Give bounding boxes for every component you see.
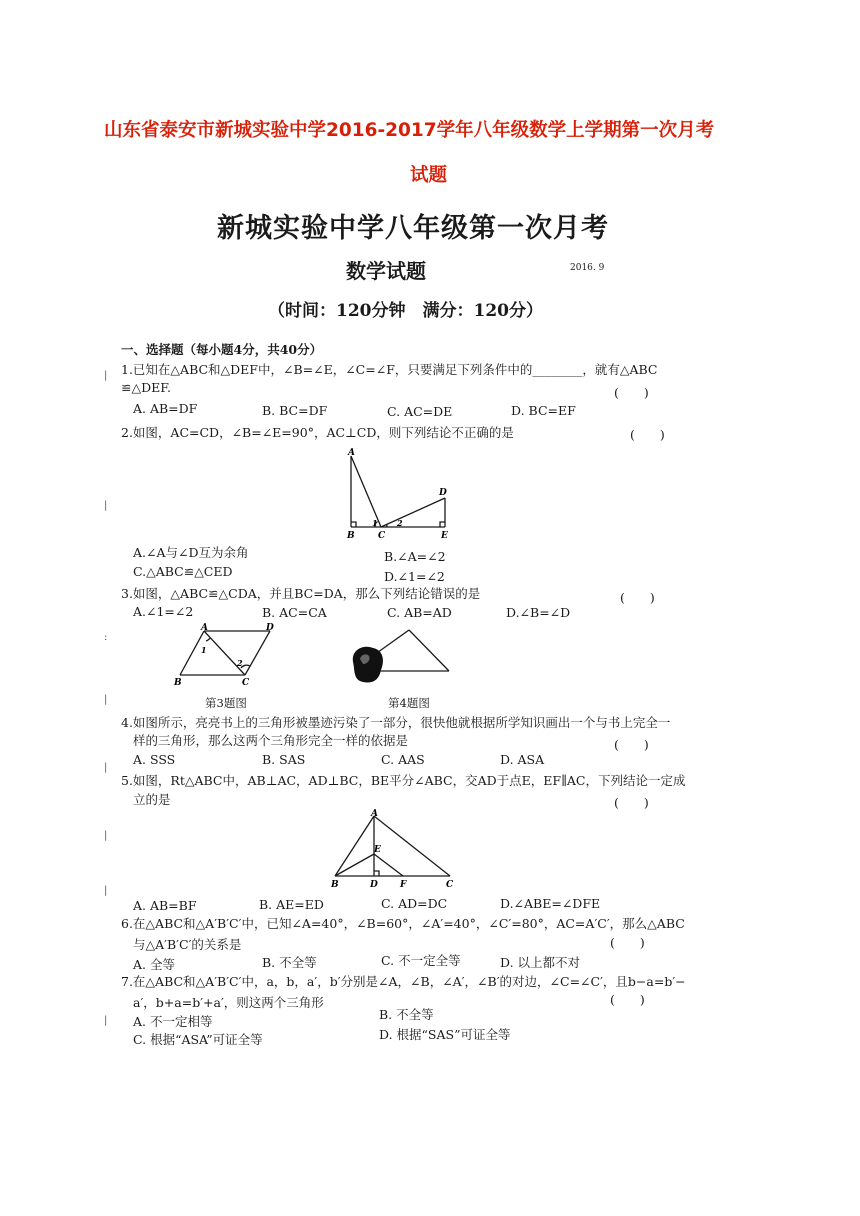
point-label-c: C (446, 880, 454, 890)
answer-blank: ( ) (610, 935, 645, 950)
question-3-line1: 3.如图，△ABC≌△CDA，并且BC=DA，那么下列结论错误的是 (121, 586, 481, 601)
point-label-a: A (348, 448, 355, 458)
exam-date: 2016. 9 (570, 263, 605, 273)
answer-blank: ( ) (620, 590, 655, 605)
document-title-line2: 试题 (410, 165, 448, 186)
figure-caption-q3: 第3题图 (205, 696, 247, 710)
exam-time-info: （时间：120分钟 满分：120分） (268, 301, 543, 321)
option-d: D. ASA (500, 752, 545, 767)
option-c: C. 不一定全等 (381, 953, 461, 968)
point-label-f: F (400, 880, 407, 890)
margin-mark: | (104, 885, 108, 896)
option-a: A. AB=BF (133, 898, 197, 913)
figure-q2 (335, 446, 465, 541)
option-a: A.∠1=∠2 (133, 604, 194, 619)
point-label-b: B (174, 678, 182, 688)
angle-label-1: 1 (372, 518, 378, 528)
question-2-line1: 2.如图，AC=CD，∠B=∠E=90°，AC⊥CD，则下列结论不正确的是 (121, 425, 514, 440)
option-b: B. SAS (262, 752, 306, 767)
point-label-c: C (242, 678, 250, 688)
question-4-line2: 样的三角形，那么这两个三角形完全一样的依据是 (133, 733, 409, 748)
angle-label-1: 1 (201, 645, 207, 655)
option-d: D. 以上都不对 (500, 955, 581, 970)
option-d: D.∠1=∠2 (384, 569, 445, 584)
margin-mark: | (104, 1015, 108, 1026)
question-4-line1: 4.如图所示，亮亮书上的三角形被墨迹污染了一部分，很快他就根据所学知识画出一个与书上完全一 (121, 715, 671, 730)
angle-label-2: 2 (237, 658, 243, 668)
option-b: B. AC=CA (262, 605, 327, 620)
point-label-b: B (331, 880, 339, 890)
figure-q5 (325, 808, 460, 890)
option-a: A. SSS (133, 752, 176, 767)
question-7-line2: a′，b+a=b′+a′，则这两个三角形 (133, 995, 324, 1010)
answer-blank: ( ) (614, 385, 649, 400)
figure-q3 (170, 622, 285, 688)
option-a: A.∠A与∠D互为余角 (133, 545, 249, 560)
question-5-line2: 立的是 (133, 792, 171, 807)
option-b: B. AE=ED (259, 897, 324, 912)
option-b: B. BC=DF (262, 403, 328, 418)
exam-title: 新城实验中学八年级第一次月考 (217, 213, 609, 244)
option-d: D.∠ABE=∠DFE (500, 896, 601, 911)
section-heading: 一、选择题（每小题4分，共40分） (121, 342, 323, 357)
point-label-e: E (374, 845, 381, 855)
option-d: D. BC=EF (511, 403, 576, 418)
ink-blot (353, 647, 383, 683)
question-1-line2: ≌△DEF. (121, 380, 171, 395)
option-b: B.∠A=∠2 (384, 549, 446, 564)
option-a: A. 全等 (133, 957, 175, 972)
margin-mark: | (104, 694, 108, 705)
option-d: D.∠B=∠D (506, 605, 571, 620)
option-d: D. 根据“SAS”可证全等 (379, 1027, 511, 1042)
option-c: C. AD=DC (381, 896, 448, 911)
answer-blank: ( ) (630, 427, 665, 442)
point-label-a: A (371, 809, 378, 819)
point-label-d: D (266, 623, 274, 633)
point-label-e: E (441, 531, 448, 541)
question-6-line1: 6.在△ABC和△A′B′C′中，已知∠A=40°，∠B=60°，∠A′=40°，∠C′=80°，AC=A′C′，那么△ABC (121, 916, 685, 931)
point-label-b: B (347, 531, 355, 541)
margin-mark: | (104, 762, 108, 773)
figure-caption-q4: 第4题图 (388, 696, 430, 710)
point-label-c: C (378, 531, 386, 541)
option-a: A. AB=DF (133, 401, 198, 416)
point-label-a: A (201, 623, 208, 633)
option-c: C. 根据“ASA”可证全等 (133, 1032, 263, 1047)
margin-mark: | (104, 830, 108, 841)
exam-subtitle: 数学试题 (346, 259, 426, 283)
option-c: C. AC=DE (387, 404, 453, 419)
answer-blank: ( ) (610, 992, 645, 1007)
document-title-line1: 山东省泰安市新城实验中学2016-2017学年八年级数学上学期第一次月考 (104, 120, 715, 141)
margin-mark: | (104, 370, 108, 381)
angle-label-2: 2 (397, 518, 403, 528)
point-label-d: D (439, 488, 447, 498)
option-b: B. 不全等 (379, 1007, 434, 1022)
option-c: C. AB=AD (387, 605, 452, 620)
question-5-line1: 5.如图，Rt△ABC中，AB⊥AC，AD⊥BC，BE平分∠ABC，交AD于点E，EF∥AC，下列结论一定成 (121, 773, 686, 788)
question-1-line1: 1.已知在△ABC和△DEF中，∠B=∠E，∠C=∠F，只要满足下列条件中的________，就有△ABC (121, 362, 658, 377)
margin-mark: : (104, 632, 108, 643)
option-b: B. 不全等 (262, 955, 317, 970)
option-c: C. AAS (381, 752, 425, 767)
figure-q4 (345, 624, 455, 694)
option-a: A. 不一定相等 (133, 1014, 213, 1029)
question-7-line1: 7.在△ABC和△A′B′C′中，a，b，a′，b′分别是∠A，∠B，∠A′，∠B′的对边，∠C=∠C′，且b−a=b′− (121, 974, 686, 989)
option-c: C.△ABC≌△CED (133, 564, 233, 579)
question-6-line2: 与△A′B′C′的关系是 (133, 937, 242, 952)
margin-mark: | (104, 500, 108, 511)
point-label-d: D (370, 880, 378, 890)
answer-blank: ( ) (614, 795, 649, 810)
answer-blank: ( ) (614, 737, 649, 752)
